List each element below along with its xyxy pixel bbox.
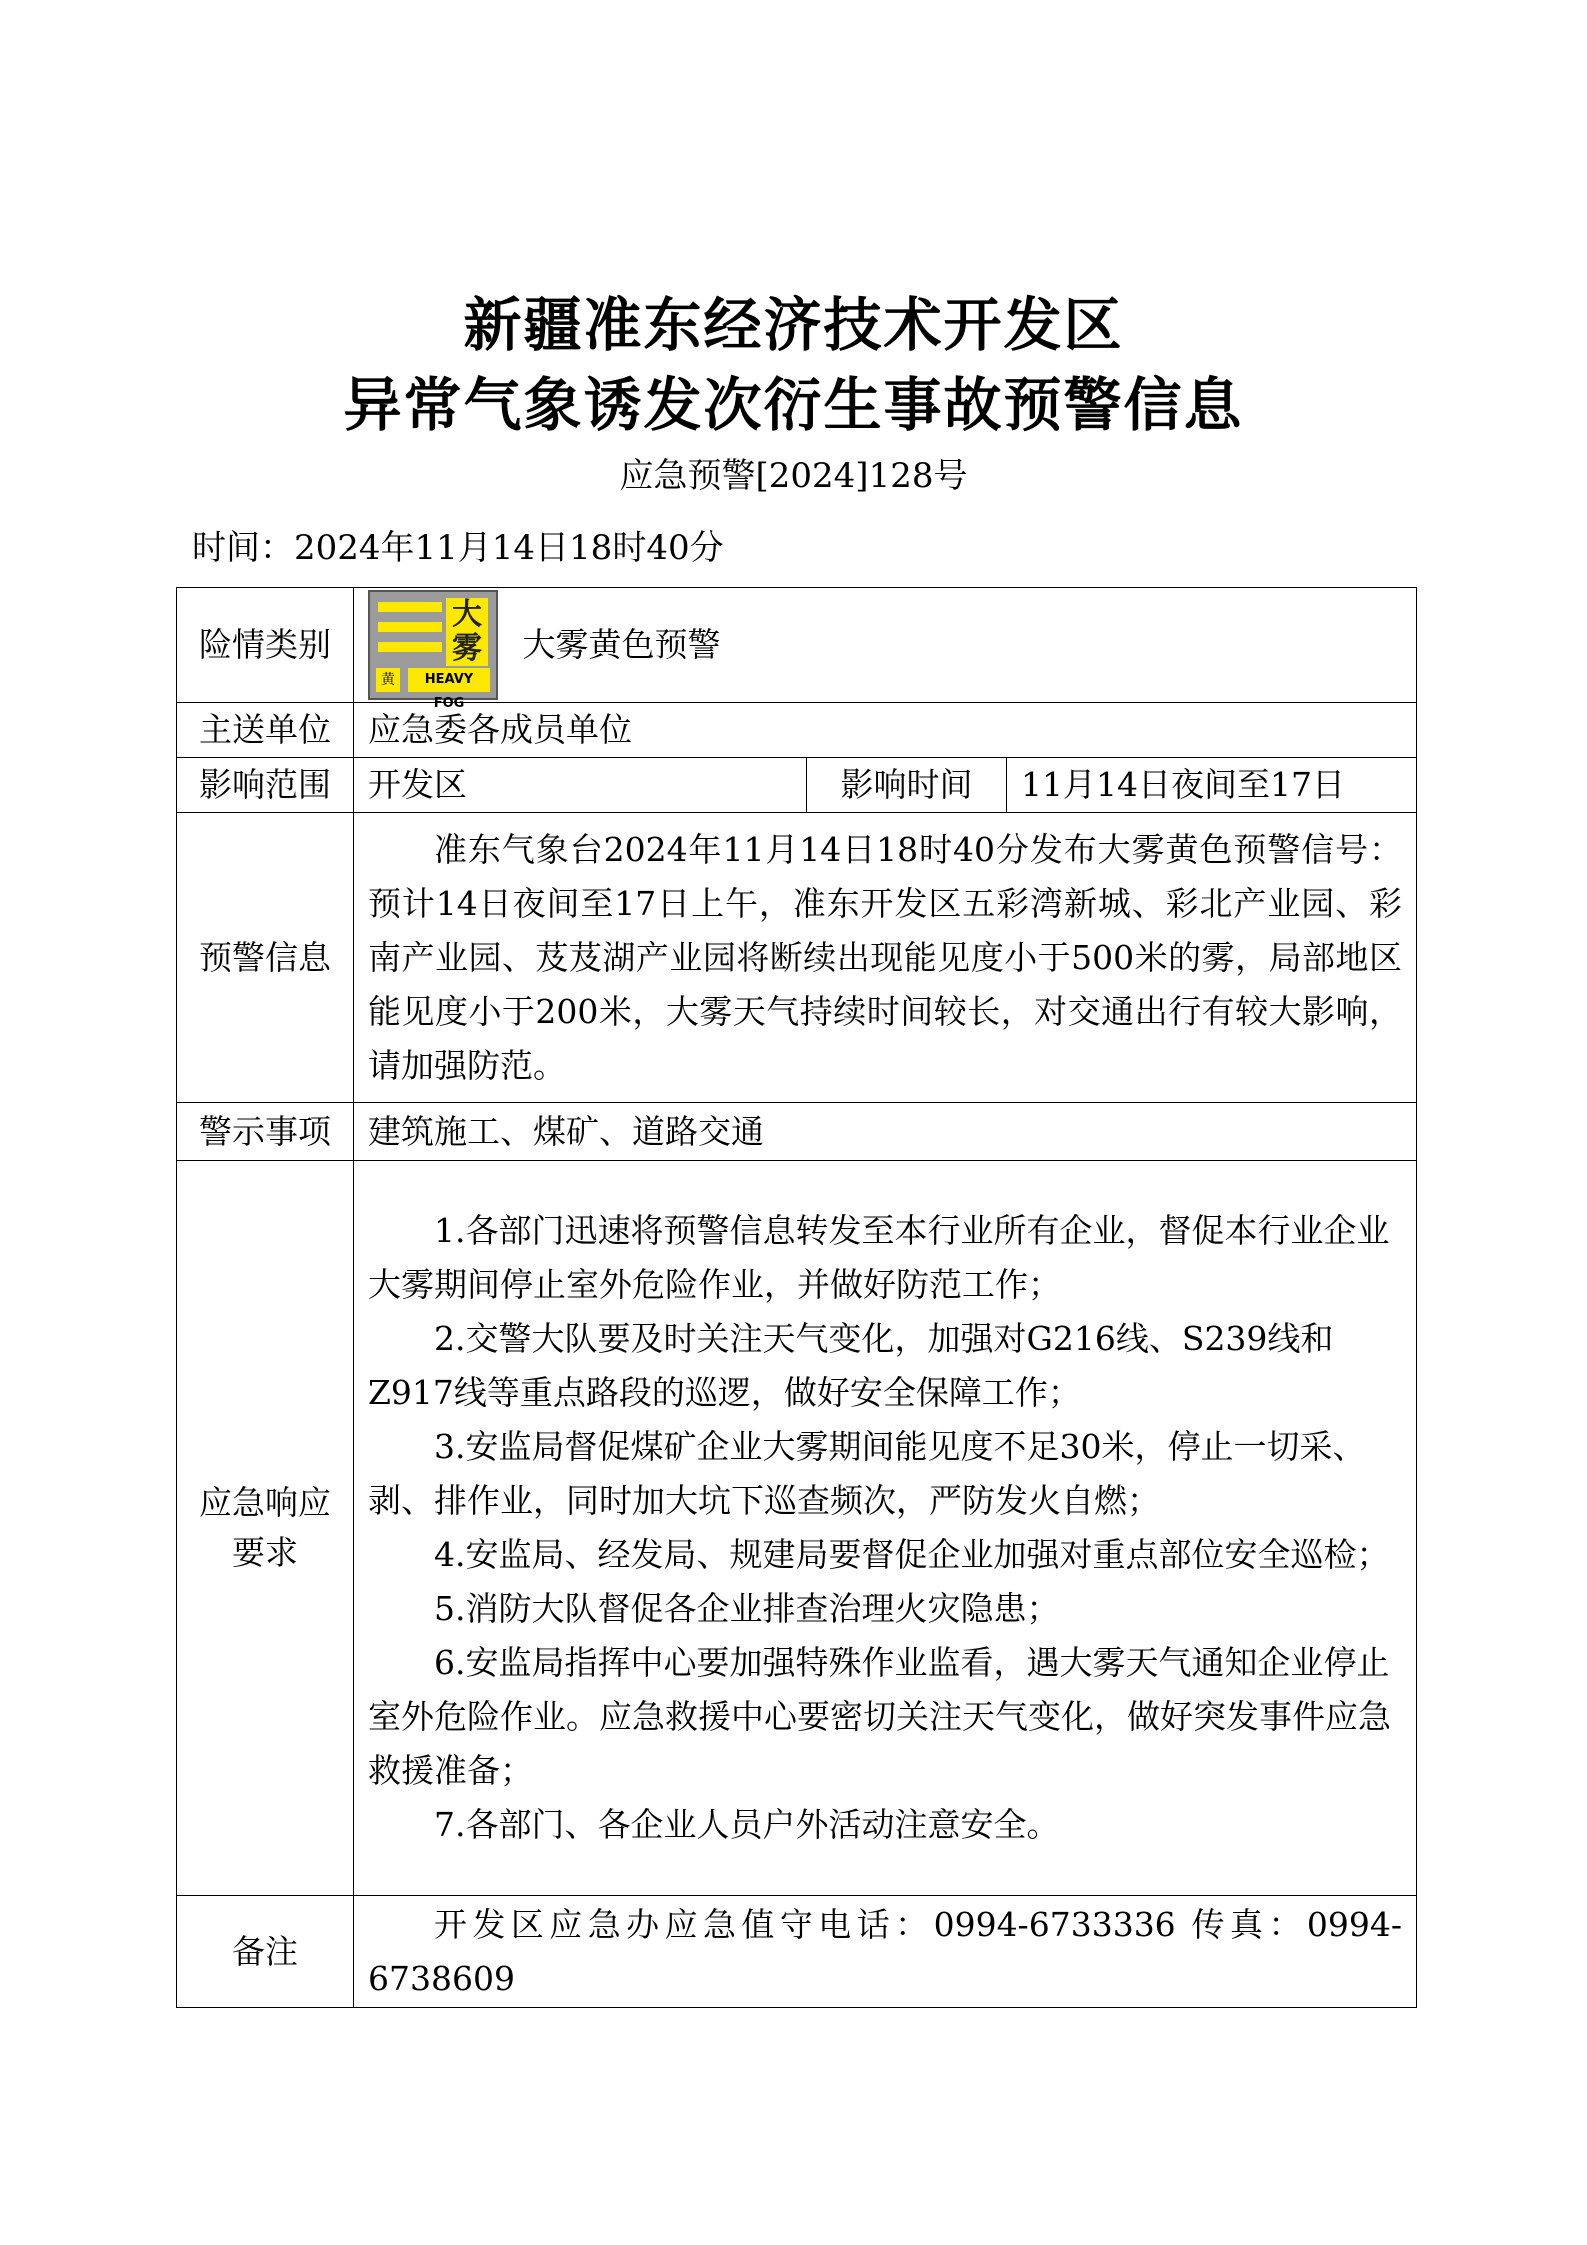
warning-info-label: 预警信息 (177, 813, 354, 1103)
row-caution (177, 1103, 1417, 1161)
badge-english-label: HEAVY FOG (408, 668, 490, 692)
row-remarks (177, 1896, 1417, 2008)
caution-label: 警示事项 (177, 1103, 354, 1161)
risk-type-value: 大雾黄色预警 (522, 625, 721, 664)
response-item: 5.消防大队督促各企业排查治理火灾隐患； (434, 1589, 1060, 1628)
caution-value: 建筑施工、煤矿、道路交通 (354, 1103, 1417, 1161)
remarks-value: 开发区应急办应急值守电话：0994-6733336 传真：0994-6738609 (368, 1904, 1403, 1998)
risk-type-label: 险情类别 (177, 588, 354, 703)
recipients-label: 主送单位 (177, 703, 354, 758)
response-item: 4.安监局、经发局、规建局要督促企业加强对重点部位安全巡检； (434, 1535, 1390, 1574)
issue-time: 时间：2024年11月14日18时40分 (192, 528, 724, 568)
response-label: 应急响应 要求 (177, 1161, 354, 1896)
impact-time-label: 影响时间 (807, 758, 1007, 813)
badge-char: 大 雾 (446, 598, 488, 666)
response-item: 3.安监局督促煤矿企业大雾期间能见度不足30米，停止一切采、剥、排作业，同时加大坑下巡查频次，严防发火自燃； (368, 1427, 1366, 1520)
impact-time-value: 11月14日夜间至17日 (1007, 758, 1417, 813)
warning-info-text: 准东气象台2024年11月14日18时40分发布大雾黄色预警信号：预计14日夜间至17日上午，准东开发区五彩湾新城、彩北产业园、彩南产业园、芨芨湖产业园将断续出现能见度小于500米的雾，局部地区能见度小于200米，大雾天气持续时间较长，对交通出行有较大影响，请加强防范。 (368, 829, 1403, 1085)
response-item: 1.各部门迅速将预警信息转发至本行业所有企业，督促本行业企业大雾期间停止室外危险作业，并做好防范工作； (368, 1211, 1390, 1304)
row-risk-type (177, 588, 1417, 703)
response-item: 6.安监局指挥中心要加强特殊作业监看，遇大雾天气通知企业停止室外危险作业。应急救援中心要密切关注天气变化，做好突发事件应急救援准备； (368, 1643, 1391, 1790)
row-scope (177, 758, 1417, 813)
heavy-fog-yellow-warning-icon (368, 590, 498, 711)
row-recipients (177, 703, 1417, 758)
row-response (177, 1161, 1417, 1896)
warning-table (176, 587, 1417, 2008)
badge-small-char: 黄 (376, 668, 400, 692)
row-warning-info (177, 813, 1417, 1103)
recipients-value: 应急委各成员单位 (354, 703, 1417, 758)
document-number: 应急预警[2024]128号 (619, 456, 968, 496)
response-item: 2.交警大队要及时关注天气变化，加强对G216线、S239线和Z917线等重点路段的巡逻，做好安全保障工作； (368, 1319, 1334, 1412)
document-title-line1: 新疆准东经济技术开发区 (463, 291, 1124, 359)
warning-level-lines (378, 602, 442, 664)
document-title-line2: 异常气象诱发次衍生事故预警信息 (343, 371, 1244, 439)
response-item: 7.各部门、各企业人员户外活动注意安全。 (434, 1805, 1060, 1844)
remarks-label: 备注 (177, 1896, 354, 2008)
risk-type-cell (354, 588, 1417, 711)
scope-label: 影响范围 (177, 758, 354, 813)
scope-value: 开发区 (354, 758, 807, 813)
